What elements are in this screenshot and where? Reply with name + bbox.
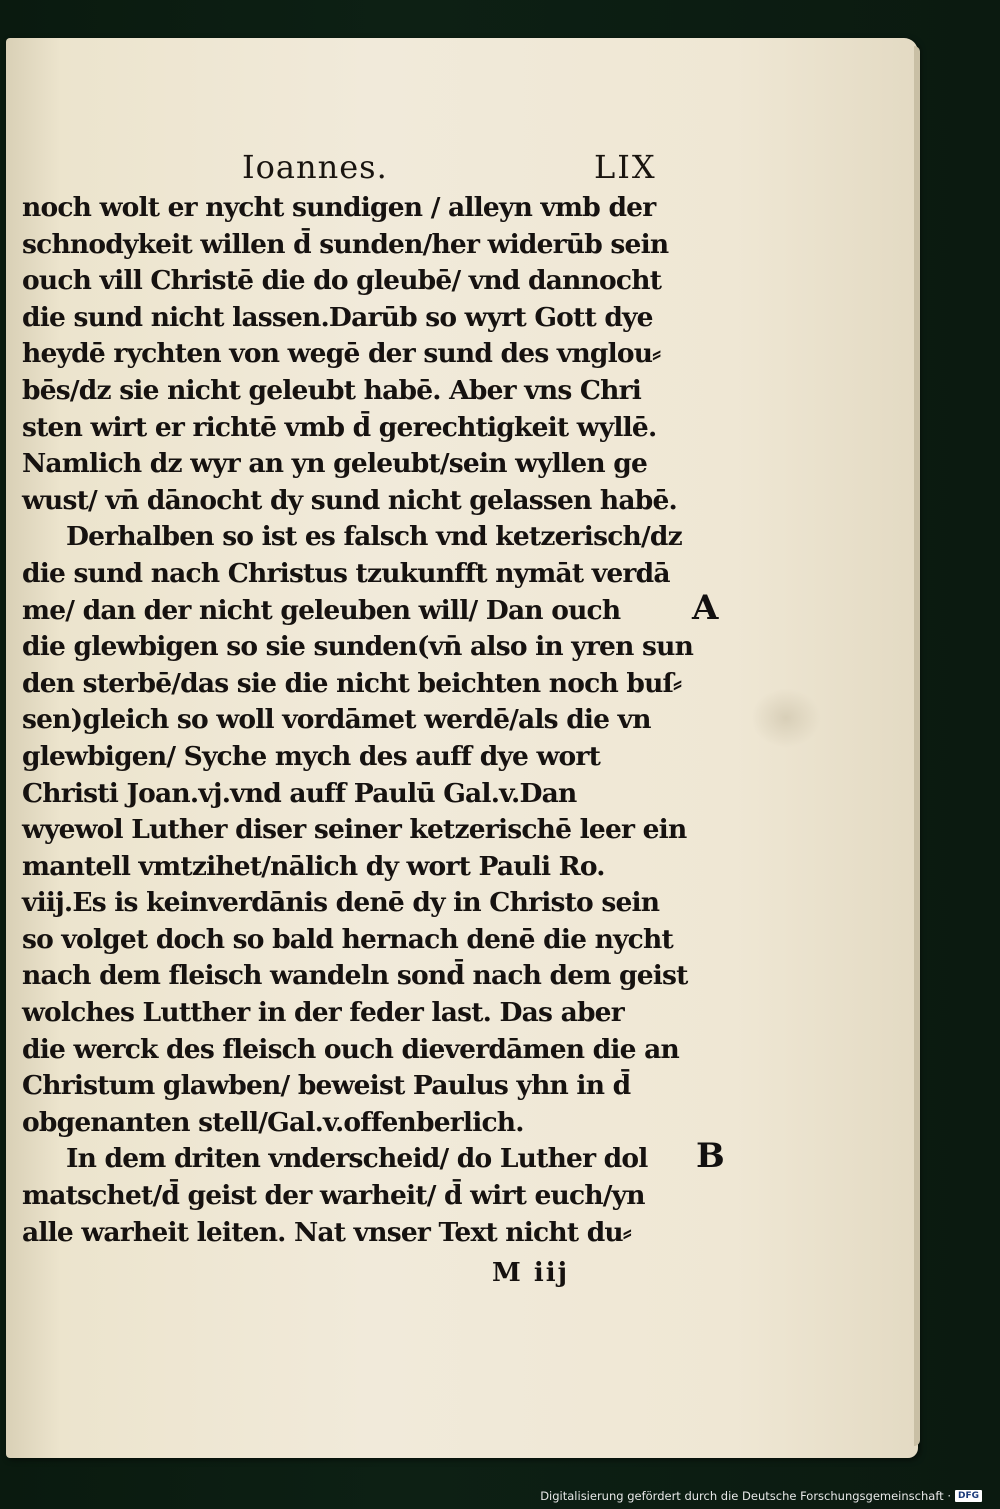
text-line: obgenanten stell/Gal.v.offenberlich. <box>22 1106 524 1138</box>
text-line: viij.Es is keinverdānis denē dy in Christo sein <box>22 887 660 919</box>
text-line: sen)gleich so woll vordāmet werdē/als die vn <box>22 704 651 736</box>
dfg-logo: DFG <box>955 1490 982 1502</box>
folio-number: LIX <box>594 148 657 186</box>
text-line: ouch vill Christē die do gleubē/ vnd dannocht <box>22 265 662 297</box>
text-line: matschet/d̄ geist der warheit/ d̄ wirt euch/yn <box>22 1180 645 1212</box>
body-text <box>22 190 694 1251</box>
text-line: Christi Joan.vj.vnd auff Paulū Gal.v.Dan <box>22 777 577 809</box>
digitization-credit <box>540 1489 982 1503</box>
text-line: wyewol Luther diser seiner ketzerischē leer ein <box>22 814 687 846</box>
text-line: me/ dan der nicht geleuben will/ Dan ouch <box>22 594 621 626</box>
text-line: die werck des fleisch ouch dieverdāmen die an <box>22 1033 679 1065</box>
text-line: nach dem fleisch wandeln sond̄ nach dem geist <box>22 960 688 992</box>
text-line: heydē rychten von wegē der sund des vnglou⸗ <box>22 338 661 370</box>
text-line: bēs/dz sie nicht geleubt habē. Aber vns Chri <box>22 374 642 406</box>
text-line: mantell vmtzihet/nālich dy wort Pauli Ro. <box>22 850 605 882</box>
margin-mark-b: B <box>696 1136 725 1176</box>
credit-text: Digitalisierung gefördert durch die Deutsche Forschungsgemeinschaft · <box>540 1489 951 1503</box>
text-line: alle warheit leiten. Nat vnser Text nicht du⸗ <box>22 1216 631 1248</box>
text-line: die sund nach Christus tzukunfft nymāt verdā <box>22 557 670 589</box>
text-line: so volget doch so bald hernach denē die nycht <box>22 923 673 955</box>
text-line: In dem driten vnderscheid/ do Luther dol <box>66 1143 648 1175</box>
page-edge <box>914 46 920 1446</box>
book-page <box>6 38 918 1458</box>
page-header <box>6 148 918 188</box>
text-line: wust/ vn̄ dānocht dy sund nicht gelassen habē. <box>22 484 677 516</box>
text-line: die sund nicht lassen.Darūb so wyrt Gott dye <box>22 301 653 333</box>
running-title: Ioannes. <box>242 148 388 186</box>
text-line: Namlich dz wyr an yn geleubt/sein wyllen ge <box>22 448 648 480</box>
text-line: den sterbē/das sie die nicht beichten noch buſ⸗ <box>22 667 682 699</box>
margin-mark-a: A <box>692 588 719 628</box>
text-line: schnodykeit willen d̄ sunden/her widerūb sein <box>22 228 669 260</box>
text-line: Derhalben so ist es falsch vnd ketzerisch/dz <box>66 521 682 553</box>
text-line: wolches Lutther in der feder last. Das aber <box>22 997 624 1029</box>
paper-stain <box>751 688 821 748</box>
text-line: noch wolt er nycht sundigen / alleyn vmb der <box>22 192 656 223</box>
signature-mark: M iij <box>492 1258 569 1288</box>
text-line: glewbigen/ Syche mych des auff dye wort <box>22 740 601 772</box>
text-line: die glewbigen so sie sunden(vn̄ also in yren sun <box>22 631 694 663</box>
text-line: Christum glawben/ beweist Paulus yhn in d̄ <box>22 1070 631 1102</box>
text-line: sten wirt er richtē vmb d̄ gerechtigkeit wyllē. <box>22 411 657 443</box>
